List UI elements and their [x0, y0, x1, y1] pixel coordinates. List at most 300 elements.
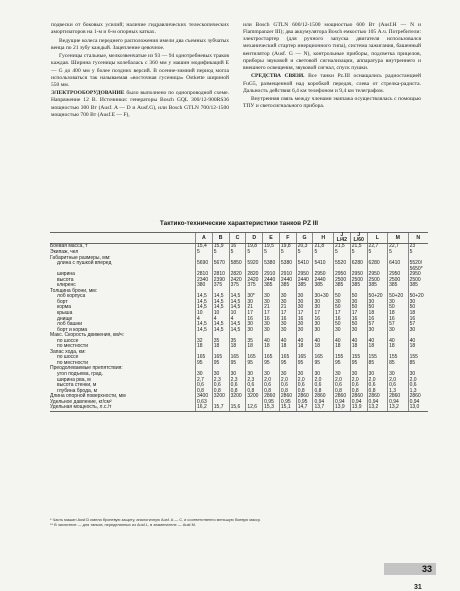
table-cell: 2420	[229, 278, 246, 284]
table-cell: 50	[333, 305, 350, 311]
table-cell: 0,94	[350, 400, 367, 406]
table-cell: 95	[263, 361, 280, 367]
table-cell: 30	[263, 372, 280, 378]
table-cell: 16	[333, 317, 350, 323]
row-label: Экипаж, чел	[50, 248, 79, 255]
table-cell: 17	[296, 311, 313, 317]
table-cell: 0,6	[296, 383, 313, 389]
table-cell: 165	[229, 355, 246, 361]
table-cell: 30	[279, 294, 296, 300]
table-cell: 18	[388, 344, 409, 350]
table-cell: 0,6	[313, 383, 334, 389]
table-cell: 14,5	[212, 328, 229, 334]
table-cell: 30	[296, 322, 313, 328]
table-cell: 40	[367, 339, 388, 345]
table-cell: 0,63	[196, 400, 213, 406]
table-cell: 165	[313, 355, 334, 361]
paragraph: Гусеницы стальные, мелкозвенчатые из 93 — 94 однотребневых траков каждая. Ширина гусеницы колебалась с 360 мм у машин модификаций E — G до 400 мм у более поздних версий. В осенне-зимний период могла использоваться так называемая «восточная гусеница» Ostkette шириной 550 мм.	[51, 53, 229, 88]
table-cell: 30	[296, 294, 313, 300]
table-cell: 19,8	[279, 244, 296, 250]
table-cell: 5850	[229, 261, 246, 272]
table-cell: 35	[246, 339, 263, 345]
section-heading-communications: СРЕДСТВА СВЯЗИ.	[251, 73, 305, 80]
table-cell: 3200	[246, 394, 263, 400]
table-cell: 0,8	[279, 389, 296, 395]
table-cell: 5380	[263, 261, 280, 272]
table-cell: 30	[263, 294, 280, 300]
table-cell: 4	[212, 317, 229, 323]
table-cell: 0,6	[279, 383, 296, 389]
table-cell: 2860	[367, 394, 388, 400]
paragraph: Ведущие колеса переднего расположения имели два съемных зубчатых венца по 21 зубу каждый. Зацепление цевочное.	[51, 37, 229, 51]
table-cell: 385	[333, 283, 350, 289]
table-cell: 2440	[296, 278, 313, 284]
table-cell: 19,8	[246, 244, 263, 250]
row-label: борт и корма	[57, 326, 88, 333]
table-cell: 2,3	[229, 378, 246, 384]
table-cell: 30	[313, 328, 334, 334]
paragraph-text: Все танки Pz.III оснащались радиостанцией FuG5, размещенной над коробкой передач, слева от стрелка-радиста. Дальность действия 6,4 км телефоном и 9,4 км телеграфом.	[243, 73, 421, 94]
row-label: глубина брода, м	[57, 387, 98, 394]
table-cell: 385	[350, 283, 367, 289]
row-label: угол подъема, град.	[57, 370, 103, 377]
table-cell: 16	[388, 317, 409, 323]
table-cell: 0,8	[296, 389, 313, 395]
table-cell: 1,3	[388, 389, 409, 395]
table-cell: 30	[279, 372, 296, 378]
table-cell: 385	[296, 283, 313, 289]
table-cell: 18	[229, 344, 246, 350]
table-cell: 2820	[246, 272, 263, 278]
table-cell: 2390	[212, 278, 229, 284]
table-cell: 2810	[212, 272, 229, 278]
table-cell: 2810	[196, 272, 213, 278]
table-cell: 3200	[229, 394, 246, 400]
table-cell: 14,5	[229, 305, 246, 311]
table-cell: 165	[246, 355, 263, 361]
table-cell: 155	[333, 355, 350, 361]
paragraph-electrical	[51, 90, 229, 119]
table-cell: 30	[388, 300, 409, 306]
table-cell: 40	[333, 339, 350, 345]
table-cell: 2,0	[367, 378, 388, 384]
row-label: Запас хода, км:	[50, 348, 86, 355]
table-cell: 17	[313, 311, 334, 317]
table-cell: 30	[263, 300, 280, 306]
table-cell: 2910	[279, 272, 296, 278]
table-cell: 1,3	[408, 389, 428, 395]
table-cell: 95	[333, 361, 350, 367]
footnote: * Часть машин Ausf.D имела броневую защиту, аналогичную Ausf. A — C, и соответственно меньшую боевую массу.	[50, 517, 261, 522]
row-label: днище	[57, 315, 73, 322]
row-label: Габаритные размеры, мм:	[50, 254, 111, 261]
table-cell: 15,3	[263, 405, 280, 411]
table-cell: 5	[313, 250, 334, 256]
table-cell: 21	[279, 305, 296, 311]
table-cell: 4	[229, 317, 246, 323]
table-cell: 14,5	[196, 294, 213, 300]
table-body	[50, 244, 428, 411]
table-cell: 0,8	[313, 389, 334, 395]
table-cell: 57	[367, 322, 388, 328]
table-cell: 2,0	[313, 378, 334, 384]
table-cell: 0,8	[246, 389, 263, 395]
table-cell: 21	[263, 305, 280, 311]
table-cell: 0,6	[333, 383, 350, 389]
table-cell: 2950	[333, 272, 350, 278]
table-cell: 30	[408, 300, 428, 306]
table-cell: 0,6	[246, 383, 263, 389]
table-cell: 50+20	[408, 294, 428, 300]
table-cell: 2860	[333, 394, 350, 400]
table-cell: 30	[350, 300, 367, 306]
table-cell: 14,5	[229, 322, 246, 328]
row-label: лоб корпуса	[57, 293, 86, 300]
paragraph: или Bosch GTLN 600/12-1500 мощностью 600 Вт (Ausf.H — N и Flammpanzer III); два аккумулятора Bosch емкостью 105 А.ч. Потребители: электростартер (для ручного запуска двигателя использовался механический стартер инерционного типа), система зажигания, башенный вентилятор (Ausf. G — N), контрольные приборы, подсветка прицелов, приборы звуковой и световой сигнализации, аппаратура внутреннего и внешнего освещения, звуковой сигнал, спуск пушки.	[243, 22, 421, 71]
table-cell: 95	[350, 361, 367, 367]
table-cell: 50	[350, 322, 367, 328]
table-cell: 30	[408, 372, 428, 378]
table-cell: 30	[333, 372, 350, 378]
table-cell: 20,3	[296, 244, 313, 250]
table-cell: 50	[350, 294, 367, 300]
table-cell: 0,6	[229, 383, 246, 389]
table-cell: 30	[408, 328, 428, 334]
table-cell: 50+20	[367, 294, 388, 300]
table-cell: 16	[263, 317, 280, 323]
table-cell: 14,5	[196, 322, 213, 328]
table-cell: 0,6	[212, 383, 229, 389]
table-cell: 16	[246, 317, 263, 323]
table-cell: 17	[350, 311, 367, 317]
row-label: длина с пушкой вперед	[57, 260, 112, 267]
table-cell: 0,94	[313, 400, 334, 406]
table-cell: 0,8	[229, 389, 246, 395]
table-cell: 2,7	[196, 378, 213, 384]
table-cell: 18	[196, 344, 213, 350]
footnote: ** В числителе — для танков, переделанных из Ausf.L, в знаменателе — Ausf.M.	[50, 522, 196, 528]
table-cell: 14,5	[212, 322, 229, 328]
table-cell: 2440	[279, 278, 296, 284]
table-cell: 2820	[229, 272, 246, 278]
table-cell: 14,5	[212, 305, 229, 311]
table-cell: 5	[367, 250, 388, 256]
column-header: N	[408, 233, 428, 244]
footnotes	[50, 517, 430, 528]
table-cell: 2440	[313, 278, 334, 284]
table-cell: 57	[388, 322, 409, 328]
table-cell: 30	[367, 372, 388, 378]
row-label: высота стенки, м	[57, 382, 97, 389]
table-cell: 0,6	[263, 383, 280, 389]
table-cell: 5	[296, 250, 313, 256]
table-cell: 2860	[313, 394, 334, 400]
table-cell: 2,3	[246, 378, 263, 384]
table-row	[50, 405, 428, 411]
table-cell: 30	[350, 372, 367, 378]
table-cell: 30	[263, 322, 280, 328]
table-cell: 18	[212, 344, 229, 350]
table-cell: 18	[408, 344, 428, 350]
table-cell: 3400	[196, 394, 213, 400]
table-cell: 5410	[296, 261, 313, 272]
table-cell: 13,0	[408, 405, 428, 411]
table-cell: 2950	[313, 272, 334, 278]
column-header: G	[296, 233, 313, 244]
table-cell: 12,6	[246, 405, 263, 411]
table-cell: 30	[246, 372, 263, 378]
column-header: M	[388, 233, 409, 244]
table-cell: 2,0	[388, 378, 409, 384]
table-cell: 2860	[279, 394, 296, 400]
table-cell: 50	[333, 294, 350, 300]
table-cell: 2500	[408, 278, 428, 284]
table-cell: 16	[350, 317, 367, 323]
table-cell: 17	[263, 311, 280, 317]
table-cell: 155	[408, 355, 428, 361]
table-cell: 5670	[212, 261, 229, 272]
table-cell: 3200	[212, 394, 229, 400]
table-cell: 5520	[333, 261, 350, 272]
table-cell: 5	[263, 250, 280, 256]
table-cell: 50	[350, 305, 367, 311]
table-cell: 5	[333, 250, 350, 256]
table-cell: 4	[196, 317, 213, 323]
paragraph: подвески от боковых усилий; наличие гидравлических телескопических амортизаторов на 1-м и 6-м опорных катках.	[51, 22, 229, 36]
table-cell: 5520/ 5650*	[408, 261, 428, 272]
table-cell: 2950	[367, 272, 388, 278]
table-cell: 0,94	[408, 400, 428, 406]
table-cell: 0,6	[367, 383, 388, 389]
table-cell: 17	[246, 311, 263, 317]
table-cell: 2420	[246, 278, 263, 284]
table-cell: 15,9	[212, 244, 229, 250]
paragraph-communications	[243, 73, 421, 94]
table-cell: 15,6	[229, 405, 246, 411]
table-cell: 22,7	[367, 244, 388, 250]
table-cell: 13,2	[367, 405, 388, 411]
table-cell: 5410	[313, 261, 334, 272]
table-cell: 17	[279, 311, 296, 317]
table-cell: 95	[246, 361, 263, 367]
table-cell: 2,0	[279, 378, 296, 384]
table-cell: 5	[212, 250, 229, 256]
table-cell: 18	[367, 344, 388, 350]
table-cell: 95	[212, 361, 229, 367]
table-cell: 2860	[296, 394, 313, 400]
table-cell: 30	[279, 322, 296, 328]
table-cell: 2860	[350, 394, 367, 400]
table-cell: 16	[408, 317, 428, 323]
table-cell: 35	[212, 339, 229, 345]
page-number: 33	[384, 563, 436, 575]
table-cell: 5	[279, 250, 296, 256]
table-cell: 21,8	[313, 244, 334, 250]
row-label: Боевая масса, т	[50, 243, 88, 250]
table-cell: 40	[350, 339, 367, 345]
table-cell: 50	[367, 305, 388, 311]
table-cell: 40	[388, 339, 409, 345]
table-cell: 85	[408, 361, 428, 367]
table-cell: 0,8	[333, 389, 350, 395]
table-cell: 6280	[350, 261, 367, 272]
table-cell: 2500	[333, 278, 350, 284]
table-cell: 30	[229, 372, 246, 378]
paragraph-text: было выполнено по однопроводной схеме. Напряжение 12 В. Источники: генераторы Bosch GQL 300/12-900RS36 мощностью 300 Вт (Ausf. A — D и Ausf.G), или Bosch GTLN 700/12-1500 мощностью 700 Вт (Ausf.E — F),	[51, 90, 229, 118]
table-cell: 15,7	[212, 405, 229, 411]
row-label: борт	[57, 298, 68, 305]
table-cell: 50+20	[388, 294, 409, 300]
table-cell: 2340	[196, 278, 213, 284]
table-cell: 0,95	[263, 400, 280, 406]
row-label: по местности	[57, 359, 89, 366]
table-cell: 18	[333, 344, 350, 350]
table-cell: 18	[263, 344, 280, 350]
table-cell: 30	[367, 300, 388, 306]
table-cell: 155	[350, 355, 367, 361]
next-page-number-fragment: 31	[414, 584, 422, 591]
table-cell: 385	[313, 283, 334, 289]
table-cell: 2500	[367, 278, 388, 284]
table-cell: 32	[196, 339, 213, 345]
table-cell: 30	[313, 300, 334, 306]
table-cell: 155	[388, 355, 409, 361]
table-cell: 375	[246, 283, 263, 289]
table-cell: 30	[367, 328, 388, 334]
table-cell: 50	[333, 322, 350, 328]
table-cell: 14,5	[196, 328, 213, 334]
table-header-row	[50, 233, 428, 244]
table-cell: 385	[367, 283, 388, 289]
row-label: Удельная мощность, л.с./т	[50, 405, 196, 411]
table-cell: 2,0	[333, 378, 350, 384]
table-cell: 30	[333, 328, 350, 334]
table-cell: 95	[279, 361, 296, 367]
table-cell: 30	[296, 305, 313, 311]
table-cell: 18	[367, 311, 388, 317]
table-cell: 16	[313, 317, 334, 323]
table-cell: 95	[229, 361, 246, 367]
table-cell: 385	[263, 283, 280, 289]
table-cell: 0,8	[367, 389, 388, 395]
column-header: C	[229, 233, 246, 244]
table-cell: 385	[408, 283, 428, 289]
table-cell: 30	[388, 372, 409, 378]
table-cell: 19,5	[263, 244, 280, 250]
table-cell: 2860	[263, 394, 280, 400]
table-cell: 18	[388, 311, 409, 317]
table-cell: 0,94	[367, 400, 388, 406]
row-label: Макс. Скорость движения, км/ч:	[50, 332, 125, 339]
table-cell: 95	[296, 361, 313, 367]
column-header: H	[313, 233, 334, 244]
table-cell: 95	[313, 361, 334, 367]
table-cell: 14,5	[212, 300, 229, 306]
table-cell: 30	[296, 300, 313, 306]
row-label: ширина	[57, 271, 75, 278]
table-cell: 5920	[246, 261, 263, 272]
row-label: по шоссе	[57, 354, 79, 361]
table-cell: 5380	[279, 261, 296, 272]
text-column-right	[243, 22, 421, 112]
table-cell: 2860	[388, 394, 409, 400]
table-cell: 0,6	[388, 383, 409, 389]
table-cell: 5	[196, 250, 213, 256]
table-cell: 30	[313, 322, 334, 328]
table-cell: 2950	[388, 272, 409, 278]
table-cell: 30*	[246, 294, 263, 300]
table-cell: 40	[279, 339, 296, 345]
table-cell: 2,0	[350, 378, 367, 384]
column-header: A	[196, 233, 213, 244]
table-cell: 14,7	[296, 405, 313, 411]
table-cell: 10	[196, 311, 213, 317]
table-cell: 380	[196, 283, 213, 289]
table-cell: 6410	[388, 261, 409, 272]
column-header: L	[367, 233, 388, 244]
table-cell: 5	[229, 250, 246, 256]
table-cell: 50	[408, 305, 428, 311]
table-cell: 165	[296, 355, 313, 361]
paragraph: Внутренняя связь между членами экипажа осуществлялась с помощью ТПУ и светосигнального прибора.	[243, 96, 421, 110]
table-cell: 375	[229, 283, 246, 289]
table-cell: 2500	[388, 278, 409, 284]
table-cell: 30	[279, 328, 296, 334]
table-cell: 23	[408, 244, 428, 250]
table-cell: 13,9	[350, 405, 367, 411]
table-cell: 165	[212, 355, 229, 361]
table-cell: 50	[388, 305, 409, 311]
table-cell: 18	[279, 344, 296, 350]
table-cell: 2,0	[408, 378, 428, 384]
table-cell: 14,5	[229, 300, 246, 306]
row-label: корма	[57, 304, 72, 311]
row-label: по местности	[57, 343, 89, 350]
table-cell: 30	[313, 305, 334, 311]
table-cell: 40	[408, 339, 428, 345]
table-cell: 18	[296, 344, 313, 350]
table-cell: 0,8	[350, 389, 367, 395]
table-cell: 2950	[408, 272, 428, 278]
table-cell: 16	[296, 317, 313, 323]
row-label: Преодолеваемые препятствия:	[50, 365, 123, 372]
table-cell: 30	[246, 300, 263, 306]
table-cell: 30	[313, 372, 334, 378]
row-label: клиренс	[57, 282, 76, 289]
table-cell: 0,8	[263, 389, 280, 395]
table-cell: 18	[313, 344, 334, 350]
row-label: ширина рва, м	[57, 376, 91, 383]
table-cell: 385	[388, 283, 409, 289]
table-cell: 155	[367, 355, 388, 361]
table-cell: 15,1	[279, 405, 296, 411]
table-cell: 85	[388, 361, 409, 367]
table-cell: 10	[229, 311, 246, 317]
table-cell: 0,94	[388, 400, 409, 406]
table-cell: 30	[333, 300, 350, 306]
table-cell: 14,5	[212, 294, 229, 300]
row-label: высота	[57, 276, 74, 283]
table-cell: 0,94	[333, 400, 350, 406]
table-cell: 2950	[296, 272, 313, 278]
section-heading-electrical: ЭЛЕКТРООБОРУДОВАНИЕ	[51, 90, 125, 97]
table-cell: 165	[196, 355, 213, 361]
table-cell: 30	[246, 322, 263, 328]
table-cell: 21,5	[350, 244, 367, 250]
table-cell: 165	[279, 355, 296, 361]
table-cell: 35	[229, 339, 246, 345]
table-cell: 13,9	[333, 405, 350, 411]
